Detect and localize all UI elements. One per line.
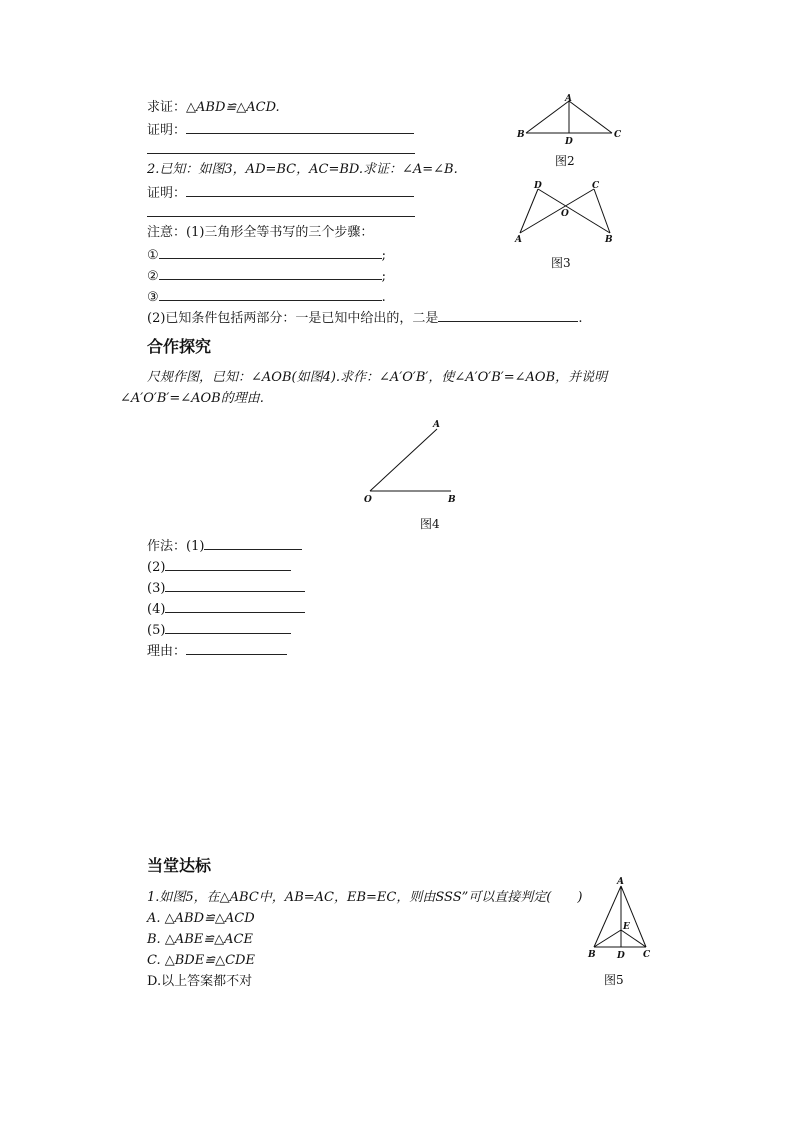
fig2-side-ac	[569, 101, 612, 133]
note-step-1	[147, 246, 386, 264]
method-step-3	[147, 579, 305, 597]
note-step-2	[147, 267, 386, 285]
fig2-label-d: D	[565, 137, 573, 147]
fig4-label-o: O	[364, 495, 372, 505]
note-item2-end: .	[578, 311, 583, 326]
fig4-label-b: B	[448, 495, 456, 505]
fig3-segment-ad	[520, 189, 538, 233]
method-blank-5[interactable]	[165, 621, 291, 634]
q2-proof-blank[interactable]	[186, 184, 414, 197]
note-mark-2: ②	[147, 269, 159, 284]
figure-3	[510, 176, 622, 246]
reason-blank[interactable]	[186, 642, 287, 655]
prove-line	[147, 100, 280, 116]
note-mark-3: ③	[147, 290, 159, 305]
proof-label: 证明：	[147, 123, 187, 138]
option-d[interactable]: D.以上答案都不对	[147, 974, 253, 989]
method-label-3: (3)	[147, 581, 166, 596]
fig4-ray-oa	[370, 429, 437, 491]
method-blank-1[interactable]	[204, 537, 302, 550]
figure-2	[510, 92, 622, 150]
fig3-segment-cb	[594, 189, 610, 233]
fig3-label-o: O	[561, 209, 569, 219]
cooperate-line-1: 尺规作图，已知：∠AOB(如图4).求作：∠A′O′B′，使∠A′O′B′=∠AOB，并说明	[147, 370, 608, 385]
note-item2-blank[interactable]	[438, 309, 578, 322]
option-a[interactable]: A. △ABD≌△ACD	[147, 911, 255, 926]
fig5-caption: 图5	[604, 973, 624, 987]
q2-text: 2.已知：如图3，AD=BC，AC=BD.求证：∠A=∠B.	[147, 162, 458, 177]
reason-label: 理由：	[147, 644, 187, 659]
fig5-label-d: D	[617, 951, 625, 961]
note-item-2	[147, 309, 583, 327]
proof-blank-2[interactable]	[147, 153, 415, 154]
fig3-label-b: B	[605, 235, 613, 245]
figure-5	[584, 874, 654, 964]
practice-question-1: 1.如图5，在△ABC中，AB=AC，EB=EC，则由SSS”可以直接判定( )	[147, 890, 583, 905]
reason-line	[147, 642, 287, 660]
method-blank-2[interactable]	[165, 558, 291, 571]
note-blank-1[interactable]	[159, 246, 382, 259]
proof-blank[interactable]	[186, 121, 414, 134]
note-blank-2[interactable]	[159, 267, 382, 280]
fig2-caption: 图2	[555, 154, 575, 168]
fig4-label-a: A	[433, 420, 440, 430]
fig3-caption: 图3	[551, 256, 571, 270]
note-end-2: ;	[381, 269, 387, 284]
prove-statement: △ABD≌△ACD.	[186, 100, 280, 115]
method-step-2	[147, 558, 291, 576]
fig5-label-c: C	[643, 950, 651, 960]
fig2-side-ab	[526, 101, 569, 133]
fig3-label-a: A	[515, 235, 522, 245]
prove-label: 求证：	[147, 100, 187, 115]
fig5-label-a: A	[617, 877, 624, 887]
q2-proof-blank-2[interactable]	[147, 216, 415, 217]
method-label-2: (2)	[147, 560, 166, 575]
note-end-1: ;	[381, 248, 387, 263]
method-label-5: (5)	[147, 623, 166, 638]
fig5-side-ab	[594, 886, 621, 947]
cooperate-heading: 合作探究	[147, 337, 212, 356]
fig3-segment-ac	[520, 189, 594, 233]
q2-proof-label: 证明：	[147, 186, 187, 201]
fig2-label-c: C	[614, 130, 622, 140]
fig5-label-b: B	[588, 950, 596, 960]
proof-line-1	[147, 121, 414, 139]
fig3-label-c: C	[592, 181, 600, 191]
method-step-1	[147, 537, 302, 555]
method-label-1: 作法：(1)	[147, 539, 205, 554]
option-b[interactable]: B. △ABE≌△ACE	[147, 932, 253, 947]
method-label-4: (4)	[147, 602, 166, 617]
cooperate-line-2: ∠A′O′B′=∠AOB的理由.	[120, 391, 264, 406]
fig5-side-ac	[621, 886, 646, 947]
method-step-4	[147, 600, 305, 618]
note-end-3: .	[381, 290, 386, 305]
fig3-segment-db	[538, 189, 610, 233]
method-step-5	[147, 621, 291, 639]
note-step-3	[147, 288, 386, 306]
figure-4	[358, 415, 468, 507]
fig4-caption: 图4	[420, 517, 440, 531]
fig2-label-a: A	[565, 94, 572, 104]
method-blank-3[interactable]	[165, 579, 305, 592]
q2-proof-line	[147, 184, 414, 202]
practice-heading: 当堂达标	[147, 856, 212, 875]
notes-intro: 注意：(1)三角形全等书写的三个步骤：	[147, 225, 374, 240]
note-blank-3[interactable]	[159, 288, 382, 301]
fig2-label-b: B	[517, 130, 525, 140]
note-mark-1: ①	[147, 248, 159, 263]
option-c[interactable]: C. △BDE≌△CDE	[147, 953, 255, 968]
fig3-label-d: D	[534, 181, 542, 191]
method-blank-4[interactable]	[165, 600, 305, 613]
note-item2-text: (2)已知条件包括两部分：一是已知中给出的，二是	[147, 311, 439, 326]
fig5-label-e: E	[623, 922, 630, 932]
